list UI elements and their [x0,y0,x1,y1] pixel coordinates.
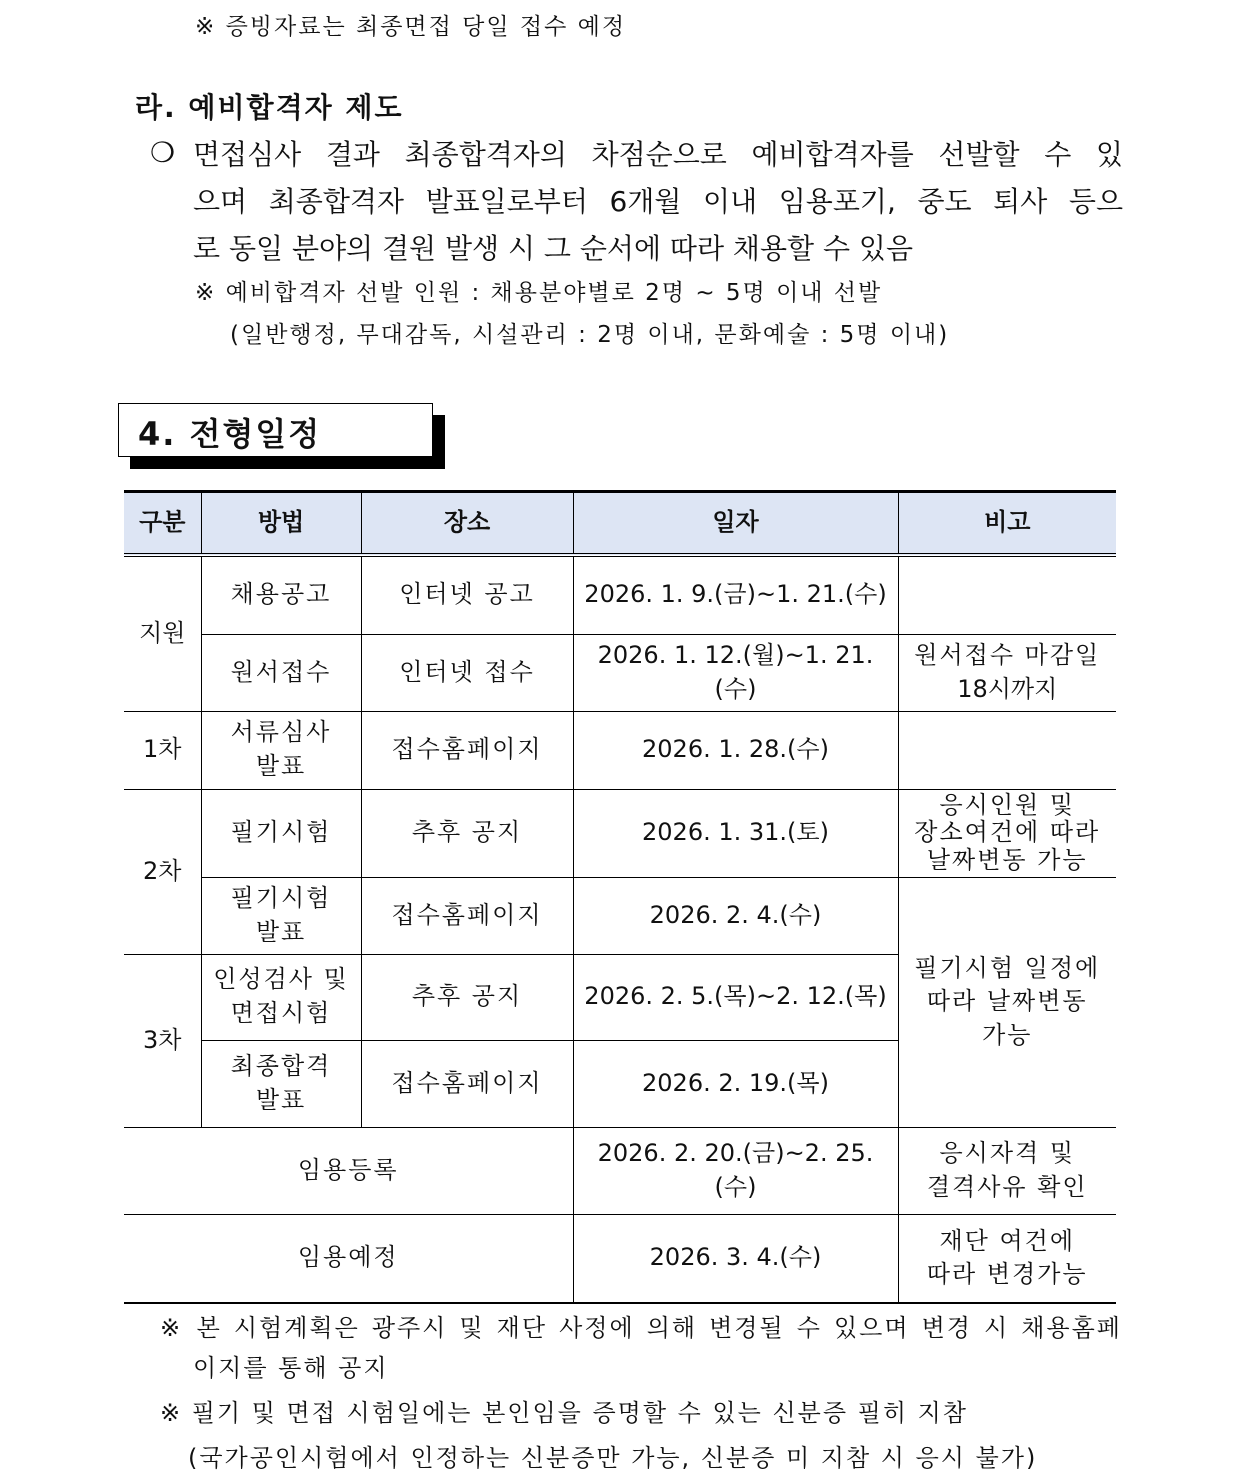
date-cell: 2026. 1. 31.(토) [573,789,898,877]
place-cell: 접수홈페이지 [361,877,573,954]
table-row [124,877,1116,954]
table-row [124,789,1116,877]
method-cell: 원서접수 [201,634,361,711]
header-date: 일자 [573,492,898,556]
header-method: 방법 [201,492,361,556]
date-cell: 2026. 2. 4.(수) [573,877,898,954]
header-category: 구분 [124,492,201,556]
date-cell: 2026. 3. 4.(수) [573,1214,898,1303]
remark-line: 재단 여건에 [939,1226,1076,1255]
method-cell [201,954,361,1040]
header-remark: 비고 [898,492,1116,556]
table-row [124,555,1116,634]
date-cell: 2026. 1. 12.(월)~1. 21.(수) [573,634,898,711]
table-row [124,1214,1116,1303]
method-line: 필기시험 [230,883,332,912]
remark-line: 가능 [982,1020,1033,1049]
method-line: 발표 [255,917,307,946]
method-line: 발표 [255,752,307,780]
remark-cell [898,634,1116,711]
merged-label-cell: 임용등록 [124,1127,573,1214]
remark-cell [898,789,1116,877]
place-cell: 인터넷 공고 [361,555,573,634]
remark-line: 18시까지 [957,674,1058,703]
place-cell: 접수홈페이지 [361,711,573,789]
method-line: 서류심사 [230,718,332,747]
evidence-note: ※ 증빙자료는 최종면접 당일 접수 예정 [195,14,627,40]
method-cell [201,1040,361,1127]
circle-bullet-icon: ❍ [150,136,176,169]
stage-cell: 지원 [124,555,201,711]
table-row [124,634,1116,711]
stage-cell: 1차 [124,711,201,789]
date-cell: 2026. 1. 9.(금)~1. 21.(수) [573,555,898,634]
reserve-heading: 라. 예비합격자 제도 [135,91,404,124]
date-cell: 2026. 2. 20.(금)~2. 25.(수) [573,1127,898,1214]
header-place: 장소 [361,492,573,556]
section-title: 4. 전형일정 [138,415,322,453]
method-cell: 필기시험 [201,789,361,877]
method-cell [201,877,361,954]
date-cell: 2026. 1. 28.(수) [573,711,898,789]
stage-cell: 3차 [124,954,201,1127]
method-cell: 채용공고 [201,555,361,634]
table-row [124,1127,1116,1214]
footnote-line: 이지를 통해 공지 [193,1354,389,1382]
schedule-table [124,490,1116,1304]
merged-label-cell: 임용예정 [124,1214,573,1303]
reserve-paragraph-line: 면접심사 결과 최종합격자의 차점순으로 예비합격자를 선발할 수 있 [193,138,1123,171]
reserve-paragraph-line: 로 동일 분야의 결원 발생 시 그 순서에 따라 채용할 수 있음 [193,232,914,265]
date-cell: 2026. 2. 19.(목) [573,1040,898,1127]
place-cell: 추후 공지 [361,954,573,1040]
method-line: 발표 [255,1085,307,1114]
place-cell: 인터넷 접수 [361,634,573,711]
remark-line: 응시자격 및 [939,1138,1076,1167]
place-cell: 추후 공지 [361,789,573,877]
remark-line: 따라 변경가능 [926,1260,1088,1289]
remark-cell-merged [898,877,1116,1127]
footnote-line: ※ 필기 및 면접 시험일에는 본인임을 증명할 수 있는 신분증 필히 지참 [160,1399,968,1427]
table-row [124,711,1116,789]
method-cell [201,711,361,789]
method-line: 최종합격 [230,1051,332,1080]
footnote-line: (국가공인시험에서 인정하는 신분증만 가능, 신분증 미 지참 시 응시 불가) [188,1444,1038,1472]
remark-line: 따라 날짜변동 [926,987,1088,1016]
remark-line: 원서접수 마감일 [914,640,1101,669]
remark-cell [898,555,1116,634]
remark-cell [898,711,1116,789]
method-line: 인성검사 및 [213,965,349,994]
reserve-paragraph-line: 으며 최종합격자 발표일로부터 6개월 이내 임용포기, 중도 퇴사 등으 [193,185,1123,218]
table-header-row [124,492,1116,556]
place-cell: 접수홈페이지 [361,1040,573,1127]
date-cell: 2026. 2. 5.(목)~2. 12.(목) [573,954,898,1040]
remark-line: 결격사유 확인 [926,1172,1088,1201]
remark-line: 필기시험 일정에 [914,953,1101,982]
remark-line: 장소여건에 따라 [914,818,1101,847]
method-line: 면접시험 [230,999,332,1027]
remark-line: 응시인원 및 [939,790,1076,819]
reserve-note: ※ 예비합격자 선발 인원 : 채용분야별로 2명 ~ 5명 이내 선발 [195,280,883,306]
footnote-line: ※ 본 시험계획은 광주시 및 재단 사정에 의해 변경될 수 있으며 변경 시 채용홈페 [160,1314,1122,1342]
remark-cell [898,1127,1116,1214]
remark-line: 날짜변동 가능 [926,845,1088,874]
stage-cell: 2차 [124,789,201,954]
reserve-note-detail: (일반행정, 무대감독, 시설관리 : 2명 이내, 문화예술 : 5명 이내) [230,322,950,348]
remark-cell [898,1214,1116,1303]
